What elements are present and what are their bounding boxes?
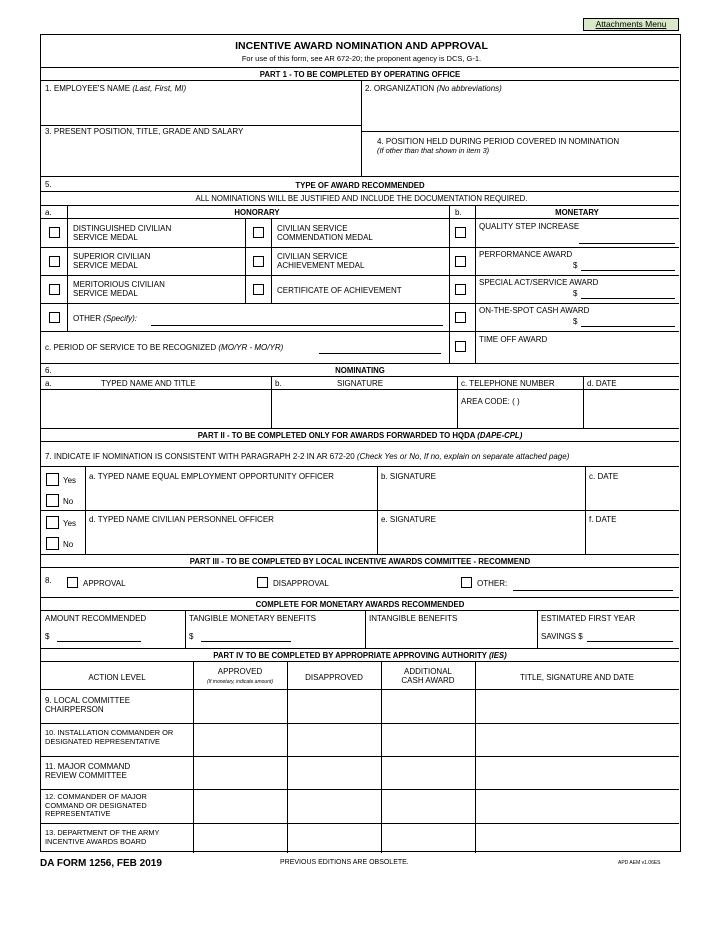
- performance-award-label: PERFORMANCE AWARD: [479, 250, 573, 259]
- superior-civilian-checkbox[interactable]: [49, 256, 60, 267]
- commendation-medal-label: CIVILIAN SERVICE COMMENDATION MEDAL: [277, 224, 373, 242]
- monetary-awards-header: COMPLETE FOR MONETARY AWARDS RECOMMENDED: [255, 600, 465, 609]
- col-action-level: ACTION LEVEL: [88, 673, 146, 682]
- amount-dollar: $: [45, 632, 50, 641]
- item7-label: 7. INDICATE IF NOMINATION IS CONSISTENT WITH PARAGRAPH 2-2 IN AR 672-20 (Check Yes or No, If no, explain on separate attached page): [45, 452, 570, 461]
- cpo-date-label: f. DATE: [589, 515, 617, 524]
- other-recommend-label: OTHER:: [477, 579, 508, 588]
- nom-date-label: d. DATE: [587, 379, 617, 388]
- position-held-hint: (If other than that shown in item 3): [377, 146, 490, 155]
- row-commander-major-command: 12. COMMANDER OF MAJOR COMMAND OR DESIGNATED REPRESENTATIVE: [45, 792, 147, 818]
- savings-label: SAVINGS $: [541, 632, 583, 641]
- on-the-spot-amount-field[interactable]: [581, 326, 675, 327]
- dist-civilian-label: DISTINGUISHED CIVILIAN SERVICE MEDAL: [73, 224, 172, 242]
- form-id: DA FORM 1256, FEB 2019: [40, 858, 162, 869]
- col-disapproved: DISAPPROVED: [305, 673, 363, 682]
- award-nomination-form: [40, 34, 681, 852]
- period-of-service-field[interactable]: [319, 353, 441, 354]
- attachments-menu-button[interactable]: Attachments Menu: [583, 18, 679, 31]
- col-title-signature-date: TITLE, SIGNATURE AND DATE: [520, 673, 634, 682]
- performance-dollar: $: [573, 261, 578, 270]
- quality-step-field[interactable]: [579, 243, 675, 244]
- achievement-medal-label: CIVILIAN SERVICE ACHIEVEMENT MEDAL: [277, 252, 365, 270]
- part3-header: PART III - TO BE COMPLETED BY LOCAL INCENTIVE AWARDS COMMITTEE - RECOMMEND: [189, 557, 531, 566]
- area-code-label: AREA CODE: ( ): [461, 397, 520, 406]
- intangible-benefits-label: INTANGIBLE BENEFITS: [369, 614, 458, 623]
- on-the-spot-checkbox[interactable]: [455, 312, 466, 323]
- performance-award-checkbox[interactable]: [455, 256, 466, 267]
- cpo-officer-label: d. TYPED NAME CIVILIAN PERSONNEL OFFICER: [89, 515, 274, 524]
- position-held-label: 4. POSITION HELD DURING PERIOD COVERED IN NOMINATION: [377, 137, 620, 146]
- estimated-first-year-label: ESTIMATED FIRST YEAR: [541, 614, 636, 623]
- other-award-label: OTHER (Specify):: [73, 314, 138, 323]
- eeo-no-label: No: [63, 497, 74, 506]
- col-approved-hint: (If monetary, indicate amount): [206, 679, 274, 685]
- eeo-yes-label: Yes: [63, 476, 77, 485]
- version-label: APD AEM v1.06ES: [618, 860, 661, 866]
- superior-civilian-label: SUPERIOR CIVILIAN SERVICE MEDAL: [73, 252, 151, 270]
- special-act-checkbox[interactable]: [455, 284, 466, 295]
- special-act-amount-field[interactable]: [581, 298, 675, 299]
- row-major-command: 11. MAJOR COMMAND REVIEW COMMITTEE: [45, 762, 131, 780]
- honorary-a-label: a.: [45, 208, 52, 217]
- honorary-header: HONORARY: [234, 208, 280, 217]
- amount-recommended-label: AMOUNT RECOMMENDED: [45, 614, 147, 623]
- part2-header: PART II - TO BE COMPLETED ONLY FOR AWARDS FORWARDED TO HQDA (DAPE-CPL): [197, 431, 523, 440]
- other-award-checkbox[interactable]: [49, 312, 60, 323]
- eeo-no-checkbox[interactable]: [46, 494, 59, 507]
- commendation-medal-checkbox[interactable]: [253, 227, 264, 238]
- certificate-achievement-label: CERTIFICATE OF ACHIEVEMENT: [277, 286, 402, 295]
- item6-number: 6.: [45, 366, 52, 375]
- on-the-spot-dollar: $: [573, 317, 578, 326]
- nominating-header: NOMINATING: [335, 366, 385, 375]
- quality-step-label: QUALITY STEP INCREASE: [479, 222, 580, 231]
- present-position-label: 3. PRESENT POSITION, TITLE, GRADE AND SALARY: [45, 127, 244, 136]
- disapproval-label: DISAPPROVAL: [273, 579, 329, 588]
- monetary-b-label: b.: [455, 208, 462, 217]
- achievement-medal-checkbox[interactable]: [253, 256, 264, 267]
- part4-header: PART IV TO BE COMPLETED BY APPROPRIATE APPROVING AUTHORITY (IES): [213, 651, 507, 660]
- cpo-yes-checkbox[interactable]: [46, 516, 59, 529]
- col-approved: APPROVED: [217, 667, 263, 676]
- nom-typed-name-label: TYPED NAME AND TITLE: [101, 379, 196, 388]
- amount-recommended-field[interactable]: [57, 641, 141, 642]
- cpo-no-checkbox[interactable]: [46, 537, 59, 550]
- cpo-yes-label: Yes: [63, 519, 77, 528]
- meritorious-civilian-checkbox[interactable]: [49, 284, 60, 295]
- other-recommend-checkbox[interactable]: [461, 577, 472, 588]
- time-off-label: TIME OFF AWARD: [479, 335, 548, 344]
- organization-label: 2. ORGANIZATION (No abbreviations): [365, 84, 502, 93]
- savings-field[interactable]: [587, 641, 673, 642]
- special-act-dollar: $: [573, 289, 578, 298]
- col-additional-cash: ADDITIONAL CASH AWARD: [401, 667, 455, 685]
- item5-number: 5.: [45, 180, 52, 189]
- meritorious-civilian-label: MERITORIOUS CIVILIAN SERVICE MEDAL: [73, 280, 165, 298]
- other-award-field[interactable]: [151, 325, 443, 326]
- form-title: INCENTIVE AWARD NOMINATION AND APPROVAL: [235, 40, 488, 52]
- eeo-date-label: c. DATE: [589, 472, 619, 481]
- time-off-checkbox[interactable]: [455, 341, 466, 352]
- cpo-signature-label: e. SIGNATURE: [381, 515, 436, 524]
- part1-header: PART 1 - TO BE COMPLETED BY OPERATING OFFICE: [259, 70, 461, 79]
- on-the-spot-label: ON-THE-SPOT CASH AWARD: [479, 306, 590, 315]
- nom-signature-label: SIGNATURE: [337, 379, 384, 388]
- tangible-dollar: $: [189, 632, 194, 641]
- tangible-benefits-field[interactable]: [201, 641, 291, 642]
- employee-name-label: 1. EMPLOYEE'S NAME (Last, First, MI): [45, 84, 187, 93]
- other-recommend-field[interactable]: [513, 590, 673, 591]
- nom-a-label: a.: [45, 379, 52, 388]
- eeo-officer-label: a. TYPED NAME EQUAL EMPLOYMENT OPPORTUNITY OFFICER: [89, 472, 334, 481]
- approval-label: APPROVAL: [83, 579, 126, 588]
- period-of-service-label: c. PERIOD OF SERVICE TO BE RECOGNIZED (MO/YR - MO/YR): [45, 343, 284, 352]
- justification-note: ALL NOMINATIONS WILL BE JUSTIFIED AND INCLUDE THE DOCUMENTATION REQUIRED.: [195, 194, 528, 203]
- row-department-army: 13. DEPARTMENT OF THE ARMY INCENTIVE AWARDS BOARD: [45, 828, 160, 846]
- cpo-no-label: No: [63, 540, 74, 549]
- nom-telephone-label: c. TELEPHONE NUMBER: [461, 379, 555, 388]
- special-act-label: SPECIAL ACT/SERVICE AWARD: [479, 278, 599, 287]
- eeo-signature-label: b. SIGNATURE: [381, 472, 436, 481]
- approval-checkbox[interactable]: [67, 577, 78, 588]
- form-subtitle: For use of this form, see AR 672-20; the proponent agency is DCS, G-1.: [241, 54, 482, 63]
- row-installation-commander: 10. INSTALLATION COMMANDER OR DESIGNATED REPRESENTATIVE: [45, 728, 174, 746]
- nom-b-label: b.: [275, 379, 282, 388]
- monetary-header: MONETARY: [555, 208, 599, 217]
- disapproval-checkbox[interactable]: [257, 577, 268, 588]
- certificate-achievement-checkbox[interactable]: [253, 284, 264, 295]
- tangible-benefits-label: TANGIBLE MONETARY BENEFITS: [189, 614, 316, 623]
- row-local-committee: 9. LOCAL COMMITTEE CHAIRPERSON: [45, 696, 131, 714]
- obsolete-note: PREVIOUS EDITIONS ARE OBSOLETE.: [280, 859, 409, 866]
- type-of-award-header: TYPE OF AWARD RECOMMENDED: [295, 181, 425, 190]
- item8-number: 8.: [45, 576, 52, 585]
- eeo-yes-checkbox[interactable]: [46, 473, 59, 486]
- performance-amount-field[interactable]: [581, 270, 675, 271]
- quality-step-checkbox[interactable]: [455, 227, 466, 238]
- dist-civilian-checkbox[interactable]: [49, 227, 60, 238]
